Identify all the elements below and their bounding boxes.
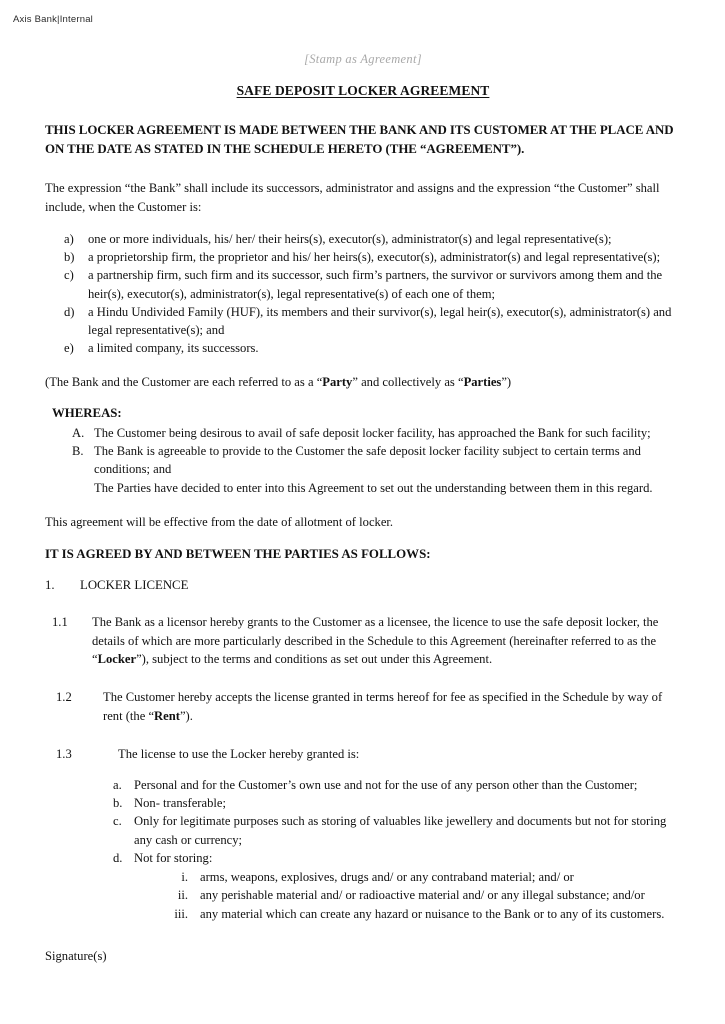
license-conditions-list [45, 776, 681, 868]
clause-title: LOCKER LICENCE [80, 578, 189, 593]
party-line-middle: ” and collectively as “ [352, 375, 464, 390]
list-text: any perishable material and/ or radioactive material and/ or any illegal substance; and/or [200, 888, 645, 903]
page-title [45, 83, 681, 99]
party-line-prefix: (The Bank and the Customer are each referred to as a “ [45, 375, 323, 390]
list-marker [72, 479, 94, 497]
document-body [45, 52, 681, 923]
list-text: Not for storing: [134, 851, 213, 866]
list-item [113, 849, 681, 867]
party-line-suffix: ”) [501, 375, 512, 390]
clause-text: The license to use the Locker hereby granted is: [118, 747, 360, 762]
list-text: any material which can create any hazard or nuisance to the Bank or to any of its customers. [200, 906, 665, 921]
list-text: a partnership firm, such firm and its successor, such firm’s partners, the survivor or survivors among them and the heir(s), executor(s), administrator(s), legal representative(s) of each one of them; [88, 268, 663, 301]
clause-text [103, 688, 681, 725]
list-item [113, 794, 681, 812]
list-text: Only for legitimate purposes such as storing of valuables like jewellery and documents but not for storing any cash or currency; [134, 814, 667, 847]
signature-label: Signature(s) [45, 949, 107, 963]
list-text: a Hindu Undivided Family (HUF), its members and their survivor(s), legal heir(s), executor(s), administrator(s) and legal representative(s); and [88, 304, 672, 338]
list-marker: e) [64, 341, 74, 356]
whereas-list [45, 424, 681, 497]
clause-number: 1. [45, 578, 55, 593]
list-item [113, 776, 681, 794]
clause-number: 1.2 [56, 690, 72, 705]
page-title-text: SAFE DEPOSIT LOCKER AGREEMENT [236, 83, 490, 98]
party-term: Party [322, 375, 353, 390]
list-item [72, 442, 681, 478]
clause-text-part-2: ”). [179, 708, 193, 723]
list-marker: d) [64, 304, 75, 319]
list-item [72, 424, 681, 442]
list-text: Personal and for the Customer’s own use and not for the use of any person other than the Customer; [134, 777, 638, 792]
whereas-heading: WHEREAS: [52, 405, 122, 420]
list-marker: B. [72, 444, 84, 459]
agreed-heading: IT IS AGREED BY AND BETWEEN THE PARTIES AS FOLLOWS: [45, 547, 431, 562]
rent-term: Rent [154, 708, 180, 723]
list-marker: a. [113, 777, 122, 792]
effective-date-paragraph: This agreement will be effective from the date of allotment of locker. [45, 514, 394, 529]
list-marker: b. [113, 796, 123, 811]
list-text: arms, weapons, explosives, drugs and/ or any contraband material; and/ or [200, 869, 574, 884]
list-marker: i. [181, 869, 188, 884]
clause-text-part-2: ”), subject to the terms and conditions as set out under this Agreement. [136, 652, 493, 667]
clause-text-part-1: The Customer hereby accepts the license granted in terms hereof for fee as specified in the Schedule by way of rent (the “ [103, 690, 663, 723]
stamp-note: [Stamp as Agreement] [304, 52, 422, 66]
clause-1-2 [45, 688, 681, 725]
list-marker: ii. [177, 888, 188, 903]
list-marker: c) [64, 268, 74, 283]
list-text: The Bank is agreeable to provide to the Customer the safe deposit locker facility subject to certain terms and conditions; and [94, 444, 641, 477]
list-text: a proprietorship firm, the proprietor and his/ her heirs(s), executor(s), administrator(s) and legal representative(s); [88, 250, 661, 265]
list-marker: c. [113, 814, 122, 829]
intro-paragraph: THIS LOCKER AGREEMENT IS MADE BETWEEN THE BANK AND ITS CUSTOMER AT THE PLACE AND ON THE DATE AS STATED IN THE SCHEDULE HERETO (THE “AGREEMENT”). [45, 123, 674, 156]
list-marker: a) [64, 232, 74, 246]
list-item [113, 812, 681, 849]
clause-1-1 [45, 613, 681, 668]
list-marker: iii. [174, 906, 188, 921]
list-text: The Customer being desirous to avail of safe deposit locker facility, has approached the Bank for such facility; [94, 425, 651, 440]
list-text: The Parties have decided to enter into this Agreement to set out the understanding between them in this regard. [94, 480, 653, 495]
parties-term: Parties [463, 375, 502, 390]
list-item [64, 339, 681, 357]
clause-number: 1.3 [56, 747, 72, 762]
list-text: Non- transferable; [134, 796, 226, 811]
list-item [160, 886, 681, 904]
clause-text-part-1: The Bank as a licensor hereby grants to the Customer as a licensee, the licence to use the safe deposit locker, the details of which are more particularly described in the Schedule to this Agreement (hereinafter referred to as the “ [92, 615, 659, 667]
list-item [64, 303, 681, 339]
clause-number: 1.1 [52, 615, 68, 630]
list-marker: d. [113, 851, 123, 866]
list-item [160, 905, 681, 923]
list-marker: b) [64, 250, 75, 265]
party-definition-paragraph [45, 373, 681, 392]
list-item [64, 248, 681, 266]
locker-term: Locker [97, 652, 137, 667]
customer-types-list [45, 230, 681, 357]
list-item [160, 868, 681, 886]
list-marker: A. [72, 425, 85, 440]
expression-paragraph: The expression “the Bank” shall include its successors, administrator and assigns and the expression “the Customer” shall include, when the Customer is: [45, 181, 660, 214]
clause-1-3 [45, 745, 681, 763]
list-text: a limited company, its successors. [88, 341, 259, 356]
clause-text [92, 613, 681, 668]
list-item [64, 230, 681, 248]
list-item [72, 479, 681, 497]
clause-1-heading [45, 578, 681, 593]
list-item [64, 266, 681, 302]
prohibited-items-list [45, 868, 681, 923]
list-text: one or more individuals, his/ her/ their heirs(s), executor(s), administrator(s) and legal representative(s); [88, 232, 612, 246]
classification-header: Axis Bank|Internal [13, 14, 93, 25]
